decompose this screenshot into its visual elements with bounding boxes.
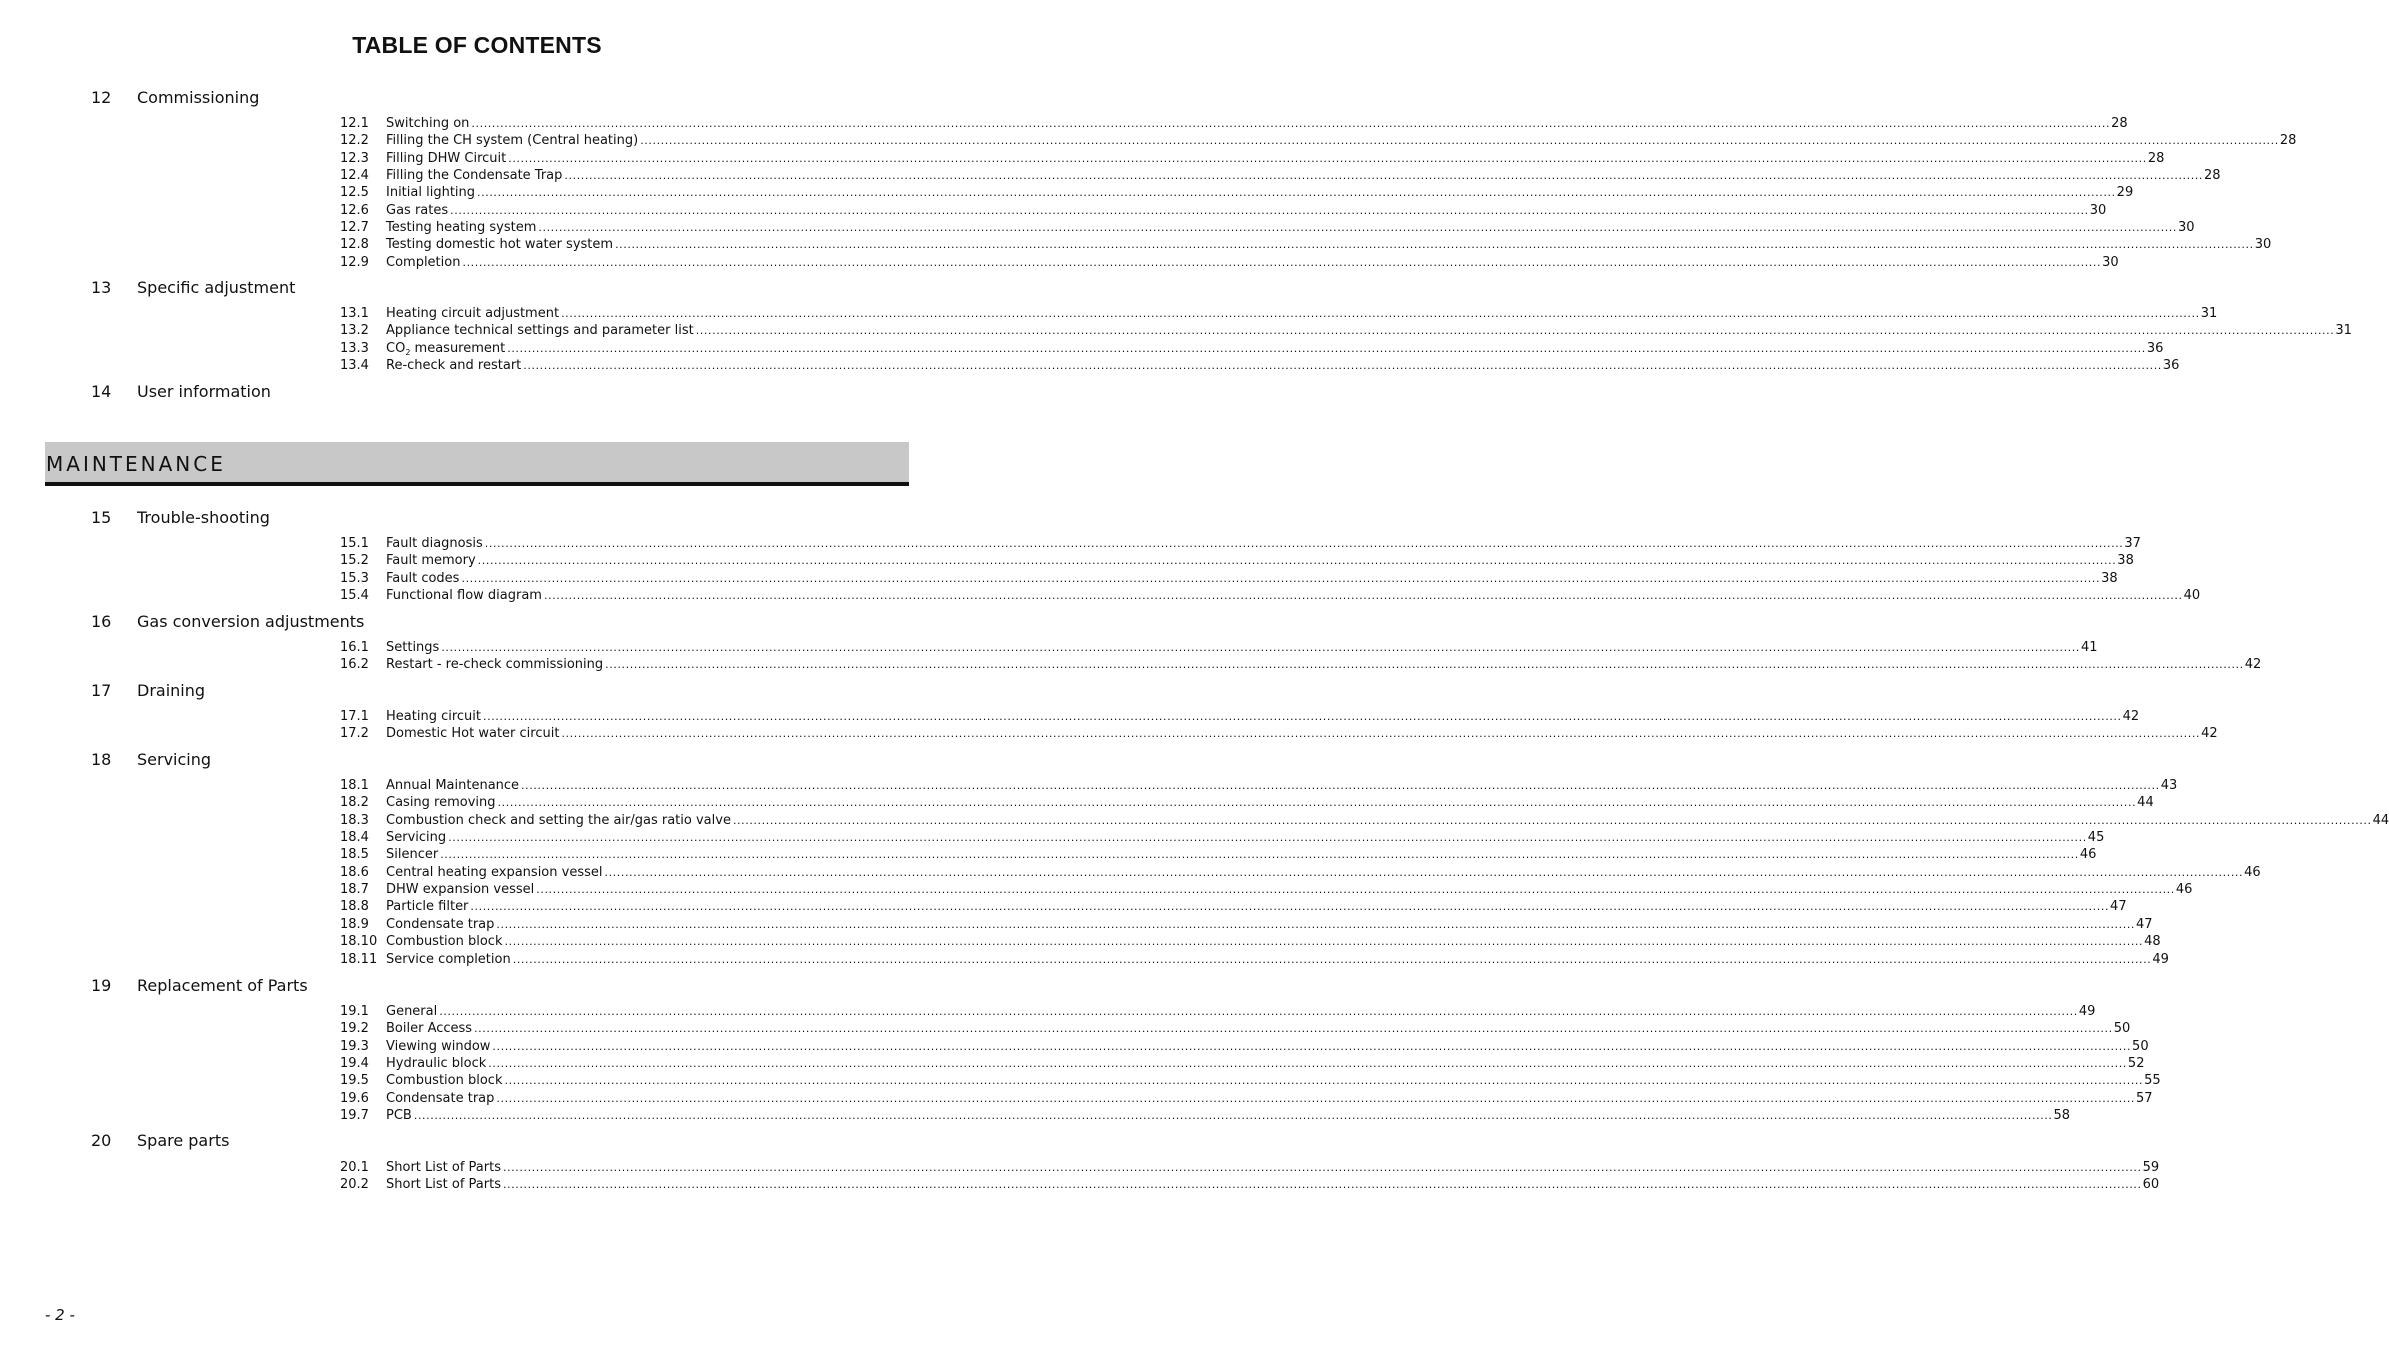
entry-title bbox=[386, 254, 462, 271]
entry-title-text: Filling DHW Circuit bbox=[386, 150, 507, 166]
toc-entry[interactable] bbox=[340, 1055, 2145, 1072]
toc-entry[interactable] bbox=[340, 1159, 2160, 1176]
entry-title bbox=[386, 167, 564, 184]
entry-page-number: 47 bbox=[2136, 916, 2153, 932]
entry-page-number: 52 bbox=[2127, 1056, 2145, 1072]
entry-title-text: Fault codes bbox=[386, 570, 460, 586]
entry-number: 13.3 bbox=[340, 340, 369, 356]
entry-title-text: Switching on bbox=[386, 116, 470, 131]
entry-page-number: 30 bbox=[2254, 237, 2272, 253]
chapter-number: 15 bbox=[91, 508, 112, 527]
entry-title bbox=[386, 656, 605, 673]
entry-title-suffix: measurement bbox=[410, 340, 506, 356]
entry-number: 19.7 bbox=[340, 1108, 369, 1124]
dot-leader: ................................................................................................................................................................................................................................................................................................................................................................................................................ bbox=[441, 641, 2080, 654]
toc-entry[interactable] bbox=[340, 656, 2262, 673]
dot-leader: ................................................................................................................................................................................................................................................................................................................................................................................................................ bbox=[496, 1091, 2136, 1105]
entry-title-text: Testing heating system bbox=[386, 220, 537, 236]
entry-number: 12.2 bbox=[340, 133, 369, 149]
dot-leader: ................................................................................................................................................................................................................................................................................................................................................................................................................ bbox=[497, 796, 2137, 810]
entry-title bbox=[386, 812, 733, 829]
entry-number: 15.2 bbox=[340, 553, 369, 569]
entry-number: 17.2 bbox=[340, 726, 369, 742]
entry-page-number: 36 bbox=[2146, 340, 2164, 356]
entry-title bbox=[386, 916, 496, 933]
entry-title-text: Short List of Parts bbox=[386, 1177, 501, 1193]
entry-page-number: 29 bbox=[2116, 185, 2134, 201]
dot-leader: ................................................................................................................................................................................................................................................................................................................................................................................................................ bbox=[504, 1074, 2144, 1088]
maintenance-rule bbox=[45, 482, 909, 486]
dot-leader: ................................................................................................................................................................................................................................................................................................................................................................................................................ bbox=[523, 359, 2162, 373]
entry-title-text: Heating circuit adjustment bbox=[386, 306, 560, 321]
dot-leader: ................................................................................................................................................................................................................................................................................................................................................................................................................ bbox=[450, 203, 2089, 217]
entry-number: 18.6 bbox=[340, 864, 369, 880]
toc-entry[interactable] bbox=[340, 1003, 2096, 1020]
dot-leader: ................................................................................................................................................................................................................................................................................................................................................................................................................ bbox=[640, 134, 2279, 148]
toc-entry[interactable] bbox=[340, 552, 2134, 569]
entry-number: 17.1 bbox=[340, 709, 369, 724]
entry-title-text: Testing domestic hot water system bbox=[386, 237, 614, 253]
entry-number: 12.8 bbox=[340, 237, 369, 253]
entry-number: 15.1 bbox=[340, 536, 369, 551]
toc-entry[interactable] bbox=[340, 150, 2165, 167]
entry-page-number: 40 bbox=[2183, 588, 2201, 604]
entry-number: 19.3 bbox=[340, 1038, 369, 1054]
entry-number: 12.3 bbox=[340, 150, 369, 166]
entry-number: 18.1 bbox=[340, 778, 369, 793]
entry-title bbox=[386, 115, 471, 132]
dot-leader: ................................................................................................................................................................................................................................................................................................................................................................................................................ bbox=[474, 1022, 2113, 1036]
entry-number: 18.11 bbox=[340, 951, 378, 967]
toc-entry[interactable] bbox=[340, 916, 2153, 933]
dot-leader: ................................................................................................................................................................................................................................................................................................................................................................................................................ bbox=[470, 900, 2110, 914]
entry-title bbox=[386, 933, 505, 950]
toc-entry[interactable] bbox=[340, 1072, 2161, 1089]
entry-title bbox=[386, 535, 485, 552]
dot-leader: ................................................................................................................................................................................................................................................................................................................................................................................................................ bbox=[502, 1178, 2142, 1192]
toc-entry[interactable] bbox=[340, 202, 2107, 219]
dot-leader: ................................................................................................................................................................................................................................................................................................................................................................................................................ bbox=[508, 151, 2147, 165]
entry-number: 19.5 bbox=[340, 1073, 369, 1089]
entry-number: 18.3 bbox=[340, 812, 369, 828]
entry-title bbox=[386, 150, 508, 167]
entry-page-number: 47 bbox=[2110, 899, 2127, 915]
entry-page-number: 48 bbox=[2144, 934, 2161, 950]
entry-title bbox=[386, 639, 441, 656]
toc-entry[interactable] bbox=[340, 1090, 2153, 1107]
dot-leader: ................................................................................................................................................................................................................................................................................................................................................................................................................ bbox=[488, 1057, 2127, 1071]
entry-title-text: Condensate trap bbox=[386, 916, 495, 932]
chapter-title: Replacement of Parts bbox=[137, 976, 308, 995]
dot-leader: ................................................................................................................................................................................................................................................................................................................................................................................................................ bbox=[695, 324, 2335, 338]
chapter-number: 16 bbox=[91, 612, 112, 631]
entry-title bbox=[386, 864, 604, 881]
entry-title-text: Condensate trap bbox=[386, 1090, 495, 1106]
entry-title bbox=[386, 202, 450, 219]
dot-leader: ................................................................................................................................................................................................................................................................................................................................................................................................................ bbox=[538, 221, 2178, 235]
dot-leader: ................................................................................................................................................................................................................................................................................................................................................................................................................ bbox=[507, 341, 2146, 355]
entry-title-text: Viewing window bbox=[386, 1038, 491, 1054]
chapter-title: Specific adjustment bbox=[137, 278, 296, 297]
entry-title-text: General bbox=[386, 1004, 438, 1019]
entry-title-text: Silencer bbox=[386, 847, 439, 863]
chapter-title: Spare parts bbox=[137, 1131, 230, 1150]
entry-title bbox=[386, 829, 448, 846]
entry-number: 13.2 bbox=[340, 323, 369, 339]
entry-title-text: Fault diagnosis bbox=[386, 536, 483, 551]
entry-number: 15.4 bbox=[340, 588, 369, 604]
entry-page-number: 46 bbox=[2175, 882, 2193, 898]
dot-leader: ................................................................................................................................................................................................................................................................................................................................................................................................................ bbox=[605, 658, 2244, 672]
chapter-number: 20 bbox=[91, 1131, 112, 1150]
entry-page-number: 49 bbox=[2078, 1004, 2096, 1019]
entry-number: 16.1 bbox=[340, 640, 369, 655]
entry-title bbox=[386, 1072, 505, 1089]
entry-number: 12.7 bbox=[340, 220, 369, 236]
entry-number: 15.3 bbox=[340, 570, 369, 586]
chapter-title: Servicing bbox=[137, 750, 212, 769]
entry-title bbox=[386, 951, 513, 968]
entry-number: 12.5 bbox=[340, 185, 369, 201]
entry-title-text: Fault memory bbox=[386, 553, 476, 569]
chapter-number: 14 bbox=[91, 382, 112, 401]
entry-page-number: 41 bbox=[2080, 640, 2098, 655]
dot-leader: ................................................................................................................................................................................................................................................................................................................................................................................................................ bbox=[536, 883, 2175, 897]
entry-title bbox=[386, 1038, 492, 1055]
entry-number: 19.2 bbox=[340, 1021, 369, 1037]
entry-number: 12.9 bbox=[340, 254, 369, 270]
toc-entry[interactable] bbox=[340, 570, 2118, 587]
entry-title-text: Filling the Condensate Trap bbox=[386, 168, 563, 184]
entry-page-number: 60 bbox=[2142, 1177, 2160, 1193]
dot-leader: ................................................................................................................................................................................................................................................................................................................................................................................................................ bbox=[543, 589, 2183, 603]
dot-leader: ................................................................................................................................................................................................................................................................................................................................................................................................................ bbox=[732, 813, 2372, 827]
entry-title-text: Domestic Hot water circuit bbox=[386, 726, 560, 742]
entry-title bbox=[386, 777, 521, 794]
toc-entry[interactable] bbox=[340, 829, 2105, 846]
entry-title bbox=[386, 552, 478, 569]
toc-entry[interactable] bbox=[340, 1107, 2071, 1124]
entry-title bbox=[386, 1090, 496, 1107]
entry-number: 20.1 bbox=[340, 1160, 369, 1175]
toc-entry[interactable] bbox=[340, 305, 2218, 322]
dot-leader: ................................................................................................................................................................................................................................................................................................................................................................................................................ bbox=[521, 779, 2160, 792]
entry-page-number: 55 bbox=[2144, 1073, 2161, 1089]
toc-entry[interactable] bbox=[340, 933, 2161, 950]
entry-title bbox=[386, 184, 477, 201]
dot-leader: ................................................................................................................................................................................................................................................................................................................................................................................................................ bbox=[413, 1109, 2053, 1123]
entry-page-number: 57 bbox=[2136, 1090, 2153, 1106]
entry-page-number: 31 bbox=[2200, 306, 2218, 321]
entry-title-text: Particle filter bbox=[386, 899, 469, 915]
entry-page-number: 44 bbox=[2372, 812, 2389, 828]
chapter-number: 17 bbox=[91, 681, 112, 700]
entry-number: 12.1 bbox=[340, 116, 369, 131]
entry-title-text: PCB bbox=[386, 1108, 412, 1124]
toc-entry[interactable] bbox=[340, 184, 2134, 201]
entry-number: 19.4 bbox=[340, 1056, 369, 1072]
entry-title-text: Completion bbox=[386, 254, 461, 270]
entry-title-text: Short List of Parts bbox=[386, 1160, 501, 1175]
entry-page-number: 30 bbox=[2178, 220, 2195, 236]
entry-title-text: Re-check and restart bbox=[386, 358, 522, 374]
toc-entry[interactable] bbox=[340, 864, 2261, 881]
entry-number: 20.2 bbox=[340, 1177, 369, 1193]
entry-page-number: 38 bbox=[2101, 570, 2118, 586]
dot-leader: ................................................................................................................................................................................................................................................................................................................................................................................................................ bbox=[512, 952, 2152, 966]
page-title: TABLE OF CONTENTS bbox=[352, 32, 602, 58]
entry-title-text: Service completion bbox=[386, 951, 511, 967]
entry-title-text: Combustion block bbox=[386, 934, 503, 950]
entry-title bbox=[386, 1159, 503, 1176]
entry-page-number: 42 bbox=[2244, 657, 2262, 673]
toc-entry[interactable] bbox=[340, 725, 2218, 742]
toc-entry[interactable] bbox=[340, 115, 2128, 132]
entry-number: 18.7 bbox=[340, 882, 369, 898]
chapter-title: Trouble-shooting bbox=[137, 508, 270, 527]
toc-entry[interactable] bbox=[340, 254, 2119, 271]
entry-title bbox=[386, 725, 561, 742]
dot-leader: ................................................................................................................................................................................................................................................................................................................................................................................................................ bbox=[477, 186, 2116, 200]
entry-title-text: Heating circuit bbox=[386, 709, 481, 724]
toc-entry[interactable] bbox=[340, 639, 2098, 656]
toc-entry[interactable] bbox=[340, 846, 2097, 863]
entry-page-number: 49 bbox=[2152, 951, 2169, 967]
toc-entry[interactable] bbox=[340, 1176, 2160, 1193]
entry-number: 19.6 bbox=[340, 1090, 369, 1106]
page-number: - 2 - bbox=[45, 1306, 75, 1324]
entry-page-number: 28 bbox=[2147, 150, 2165, 166]
entry-page-number: 42 bbox=[2122, 709, 2140, 724]
entry-page-number: 30 bbox=[2102, 254, 2119, 270]
dot-leader: ................................................................................................................................................................................................................................................................................................................................................................................................................ bbox=[448, 831, 2087, 845]
entry-title bbox=[386, 219, 538, 236]
entry-title-text: DHW expansion vessel bbox=[386, 882, 535, 898]
entry-title bbox=[386, 236, 615, 253]
entry-page-number: 30 bbox=[2089, 202, 2107, 218]
toc-entry[interactable] bbox=[340, 881, 2193, 898]
entry-title-text: Combustion check and setting the air/gas ratio valve bbox=[386, 812, 731, 828]
dot-leader: ................................................................................................................................................................................................................................................................................................................................................................................................................ bbox=[461, 571, 2101, 585]
entry-number: 12.4 bbox=[340, 168, 369, 184]
entry-title bbox=[386, 1020, 474, 1037]
entry-title-text: Hydraulic block bbox=[386, 1056, 487, 1072]
entry-number: 18.8 bbox=[340, 899, 369, 915]
toc-entry[interactable] bbox=[340, 812, 2389, 829]
chapter-number: 18 bbox=[91, 750, 112, 769]
entry-title bbox=[386, 587, 544, 604]
toc-entry[interactable] bbox=[340, 794, 2154, 811]
entry-title bbox=[386, 846, 440, 863]
entry-title-text: Servicing bbox=[386, 830, 447, 846]
entry-number: 18.5 bbox=[340, 847, 369, 863]
entry-number: 13.4 bbox=[340, 358, 369, 374]
entry-title bbox=[386, 570, 461, 587]
chapter-title: Draining bbox=[137, 681, 206, 700]
entry-title bbox=[386, 794, 498, 811]
toc-entry[interactable] bbox=[340, 1038, 2149, 1055]
entry-title-text: Combustion block bbox=[386, 1073, 503, 1089]
chapter-number: 12 bbox=[91, 88, 112, 107]
entry-title-text: Settings bbox=[386, 640, 440, 655]
dot-leader: ................................................................................................................................................................................................................................................................................................................................................................................................................ bbox=[471, 117, 2111, 130]
entry-title-subscript: 2 bbox=[405, 347, 411, 357]
entry-number: 18.4 bbox=[340, 830, 369, 846]
entry-page-number: 36 bbox=[2162, 358, 2180, 374]
entry-page-number: 50 bbox=[2132, 1038, 2149, 1054]
entry-page-number: 46 bbox=[2079, 847, 2097, 863]
entry-page-number: 50 bbox=[2113, 1021, 2131, 1037]
dot-leader: ................................................................................................................................................................................................................................................................................................................................................................................................................ bbox=[439, 1005, 2078, 1018]
dot-leader: ................................................................................................................................................................................................................................................................................................................................................................................................................ bbox=[440, 848, 2079, 862]
toc-entry[interactable] bbox=[340, 1020, 2131, 1037]
entry-title-text: Restart - re-check commissioning bbox=[386, 657, 604, 673]
entry-page-number: 58 bbox=[2053, 1108, 2071, 1124]
dot-leader: ................................................................................................................................................................................................................................................................................................................................................................................................................ bbox=[561, 727, 2201, 741]
entry-title-text: Appliance technical settings and parameter list bbox=[386, 323, 694, 339]
entry-number: 18.9 bbox=[340, 916, 369, 932]
entry-page-number: 31 bbox=[2335, 323, 2352, 339]
toc-entry[interactable] bbox=[340, 708, 2140, 725]
dot-leader: ................................................................................................................................................................................................................................................................................................................................................................................................................ bbox=[564, 169, 2204, 183]
dot-leader: ................................................................................................................................................................................................................................................................................................................................................................................................................ bbox=[484, 537, 2124, 550]
entry-page-number: 38 bbox=[2117, 553, 2134, 569]
entry-title bbox=[386, 881, 536, 898]
entry-title-text: Initial lighting bbox=[386, 185, 476, 201]
entry-page-number: 59 bbox=[2142, 1160, 2160, 1175]
entry-page-number: 45 bbox=[2087, 830, 2105, 846]
entry-title bbox=[386, 340, 507, 357]
toc-entry[interactable] bbox=[340, 951, 2169, 968]
entry-title bbox=[386, 132, 640, 149]
toc-entry[interactable] bbox=[340, 898, 2127, 915]
entry-title bbox=[386, 898, 470, 915]
toc-entry[interactable] bbox=[340, 167, 2221, 184]
entry-title bbox=[386, 1003, 439, 1020]
dot-leader: ................................................................................................................................................................................................................................................................................................................................................................................................................ bbox=[604, 865, 2244, 879]
chapter-title: User information bbox=[137, 382, 271, 401]
entry-page-number: 46 bbox=[2244, 864, 2261, 880]
entry-title-text: CO bbox=[386, 340, 406, 356]
dot-leader: ................................................................................................................................................................................................................................................................................................................................................................................................................ bbox=[477, 554, 2117, 568]
entry-page-number: 43 bbox=[2160, 778, 2178, 793]
entry-title-text: Central heating expansion vessel bbox=[386, 864, 603, 880]
toc-entry[interactable] bbox=[340, 219, 2195, 236]
toc-entry[interactable] bbox=[340, 132, 2297, 149]
chapter-title: Commissioning bbox=[137, 88, 260, 107]
dot-leader: ................................................................................................................................................................................................................................................................................................................................................................................................................ bbox=[496, 917, 2136, 931]
entry-title-text: Functional flow diagram bbox=[386, 588, 542, 604]
entry-title-text: Boiler Access bbox=[386, 1021, 473, 1037]
entry-number: 19.1 bbox=[340, 1004, 369, 1019]
dot-leader: ................................................................................................................................................................................................................................................................................................................................................................................................................ bbox=[492, 1039, 2132, 1053]
dot-leader: ................................................................................................................................................................................................................................................................................................................................................................................................................ bbox=[483, 710, 2122, 723]
entry-page-number: 37 bbox=[2124, 536, 2141, 551]
dot-leader: ................................................................................................................................................................................................................................................................................................................................................................................................................ bbox=[615, 238, 2254, 252]
entry-title bbox=[386, 1055, 488, 1072]
entry-page-number: 28 bbox=[2279, 133, 2297, 149]
entry-title-text: Annual Maintenance bbox=[386, 778, 520, 793]
entry-number: 18.2 bbox=[340, 795, 369, 811]
entry-title-text: Gas rates bbox=[386, 202, 449, 218]
toc-entry[interactable] bbox=[340, 340, 2164, 357]
entry-title bbox=[386, 1107, 414, 1124]
chapter-number: 13 bbox=[91, 278, 112, 297]
entry-number: 12.6 bbox=[340, 202, 369, 218]
dot-leader: ................................................................................................................................................................................................................................................................................................................................................................................................................ bbox=[561, 307, 2200, 320]
entry-page-number: 42 bbox=[2201, 726, 2218, 742]
maintenance-heading: MAINTENANCE bbox=[46, 452, 226, 476]
chapter-title: Gas conversion adjustments bbox=[137, 612, 365, 631]
entry-title bbox=[386, 708, 483, 725]
toc-entry[interactable] bbox=[340, 236, 2272, 253]
chapter-number: 19 bbox=[91, 976, 112, 995]
toc-entry[interactable] bbox=[340, 357, 2180, 374]
entry-page-number: 28 bbox=[2111, 116, 2128, 131]
toc-entry[interactable] bbox=[340, 322, 2352, 339]
entry-title-text: Filling the CH system (Central heating) bbox=[386, 133, 639, 149]
dot-leader: ................................................................................................................................................................................................................................................................................................................................................................................................................ bbox=[504, 935, 2144, 949]
entry-page-number: 28 bbox=[2204, 168, 2221, 184]
toc-entry[interactable] bbox=[340, 587, 2201, 604]
entry-number: 18.10 bbox=[340, 934, 378, 950]
entry-title bbox=[386, 357, 523, 374]
entry-title bbox=[386, 322, 696, 339]
dot-leader: ................................................................................................................................................................................................................................................................................................................................................................................................................ bbox=[502, 1161, 2142, 1174]
entry-page-number: 44 bbox=[2137, 795, 2154, 811]
entry-title-text: Casing removing bbox=[386, 795, 496, 811]
entry-number: 13.1 bbox=[340, 306, 369, 321]
toc-entry[interactable] bbox=[340, 535, 2141, 552]
entry-title bbox=[386, 305, 561, 322]
dot-leader: ................................................................................................................................................................................................................................................................................................................................................................................................................ bbox=[462, 255, 2102, 269]
entry-number: 16.2 bbox=[340, 657, 369, 673]
toc-entry[interactable] bbox=[340, 777, 2178, 794]
entry-title bbox=[386, 1176, 503, 1193]
